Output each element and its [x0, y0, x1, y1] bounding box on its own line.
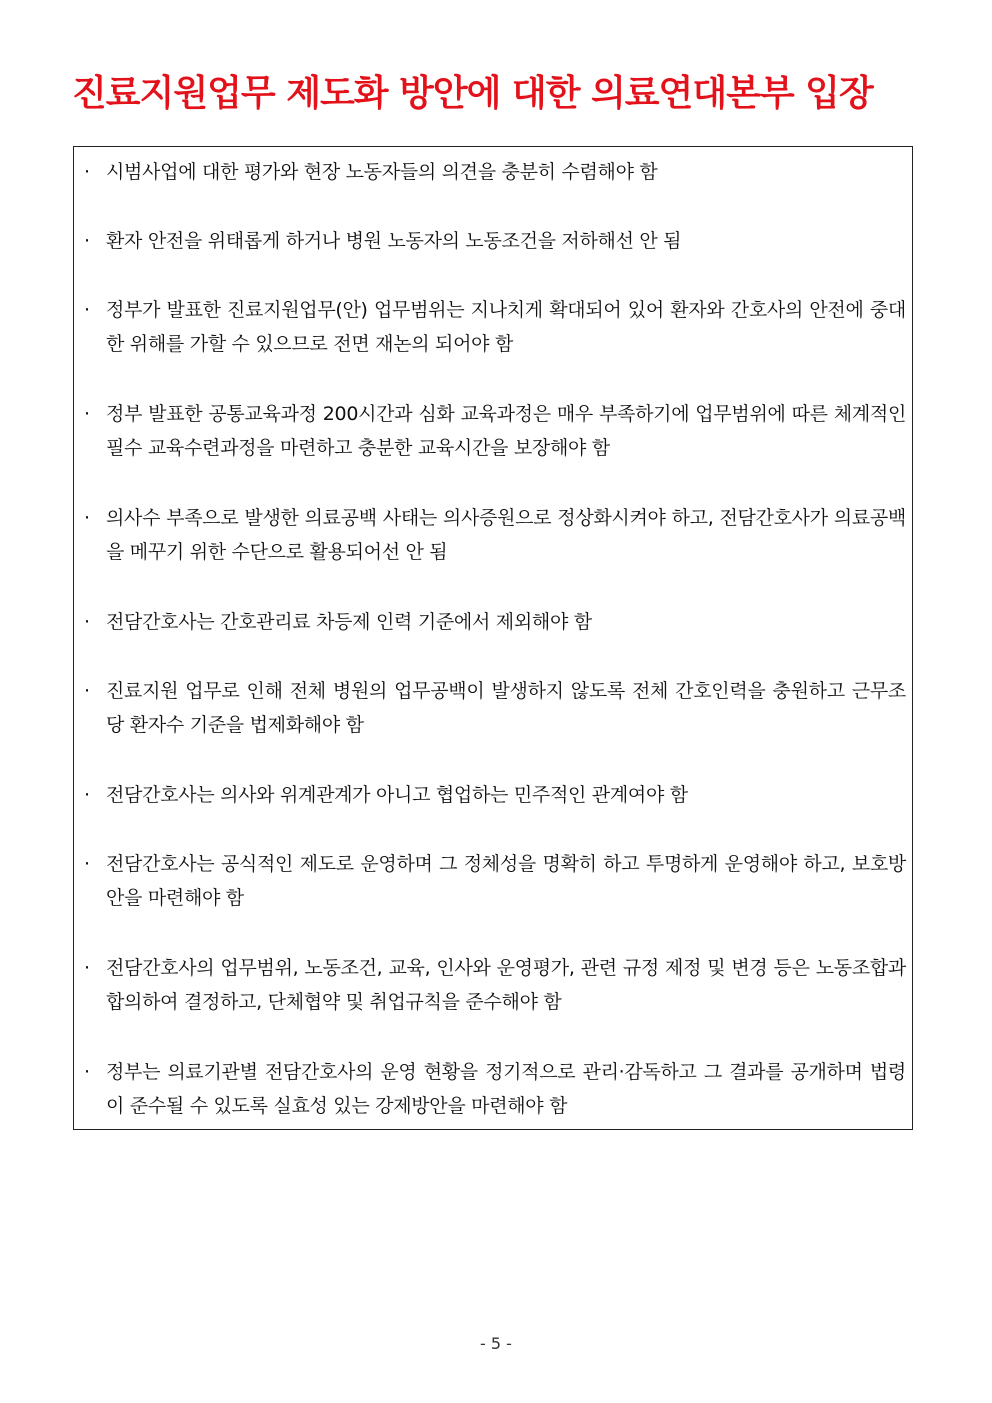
bullet-icon: ·: [84, 299, 90, 321]
statement-text: 전담간호사는 공식적인 제도로 운영하며 그 정체성을 명확히 하고 투명하게 운영해야 하고, 보호방안을 마련해야 함: [106, 853, 906, 909]
statement-text: 정부 발표한 공통교육과정 200시간과 심화 교육과정은 매우 부족하기에 업무범위에 따른 체계적인 필수 교육수련과정을 마련하고 충분한 교육시간을 보장해야 함: [106, 403, 906, 459]
bullet-icon: ·: [84, 957, 90, 979]
bullet-icon: ·: [84, 680, 90, 702]
bullet-icon: ·: [84, 403, 90, 425]
statement-item-8: [84, 778, 906, 812]
statement-text: 진료지원 업무로 인해 전체 병원의 업무공백이 발생하지 않도록 전체 간호인력을 충원하고 근무조당 환자수 기준을 법제화해야 함: [106, 680, 906, 736]
statement-text: 정부는 의료기관별 전담간호사의 운영 현황을 정기적으로 관리·감독하고 그 결과를 공개하며 법령이 준수될 수 있도록 실효성 있는 강제방안을 마련해야 함: [106, 1061, 906, 1117]
position-statement-box: [73, 146, 913, 1130]
statement-text: 전담간호사는 간호관리료 차등제 인력 기준에서 제외해야 함: [106, 611, 592, 633]
page-number: - 5 -: [480, 1334, 512, 1353]
statement-text: 환자 안전을 위태롭게 하거나 병원 노동자의 노동조건을 저하해선 안 됨: [106, 230, 682, 252]
bullet-icon: ·: [84, 611, 90, 633]
bullet-icon: ·: [84, 1061, 90, 1083]
bullet-icon: ·: [84, 230, 90, 252]
statement-item-4: [84, 397, 906, 465]
statement-text: 시범사업에 대한 평가와 현장 노동자들의 의견을 충분히 수렴해야 함: [106, 161, 658, 183]
statement-text: 전담간호사는 의사와 위계관계가 아니고 협업하는 민주적인 관계여야 함: [106, 784, 688, 806]
statement-item-5: [84, 501, 906, 569]
statement-item-10: [84, 951, 906, 1019]
statement-text: 전담간호사의 업무범위, 노동조건, 교육, 인사와 운영평가, 관련 규정 제정 및 변경 등은 노동조합과 합의하여 결정하고, 단체협약 및 취업규칙을 준수해야 함: [106, 957, 906, 1013]
statement-item-9: [84, 847, 906, 915]
statement-item-11: [84, 1055, 906, 1123]
statement-item-7: [84, 674, 906, 742]
bullet-icon: ·: [84, 784, 90, 806]
statement-text: 의사수 부족으로 발생한 의료공백 사태는 의사증원으로 정상화시켜야 하고, 전담간호사가 의료공백을 메꾸기 위한 수단으로 활용되어선 안 됨: [106, 507, 906, 563]
bullet-icon: ·: [84, 161, 90, 183]
statement-item-3: [84, 293, 906, 361]
page-title: 진료지원업무 제도화 방안에 대한 의료연대본부 입장: [72, 73, 873, 114]
statement-item-6: [84, 605, 906, 639]
statement-text: 정부가 발표한 진료지원업무(안) 업무범위는 지나치게 확대되어 있어 환자와 간호사의 안전에 중대한 위해를 가할 수 있으므로 전면 재논의 되어야 함: [106, 299, 906, 355]
statement-item-1: [84, 155, 906, 189]
bullet-icon: ·: [84, 853, 90, 875]
statement-item-2: [84, 224, 906, 258]
bullet-icon: ·: [84, 507, 90, 529]
